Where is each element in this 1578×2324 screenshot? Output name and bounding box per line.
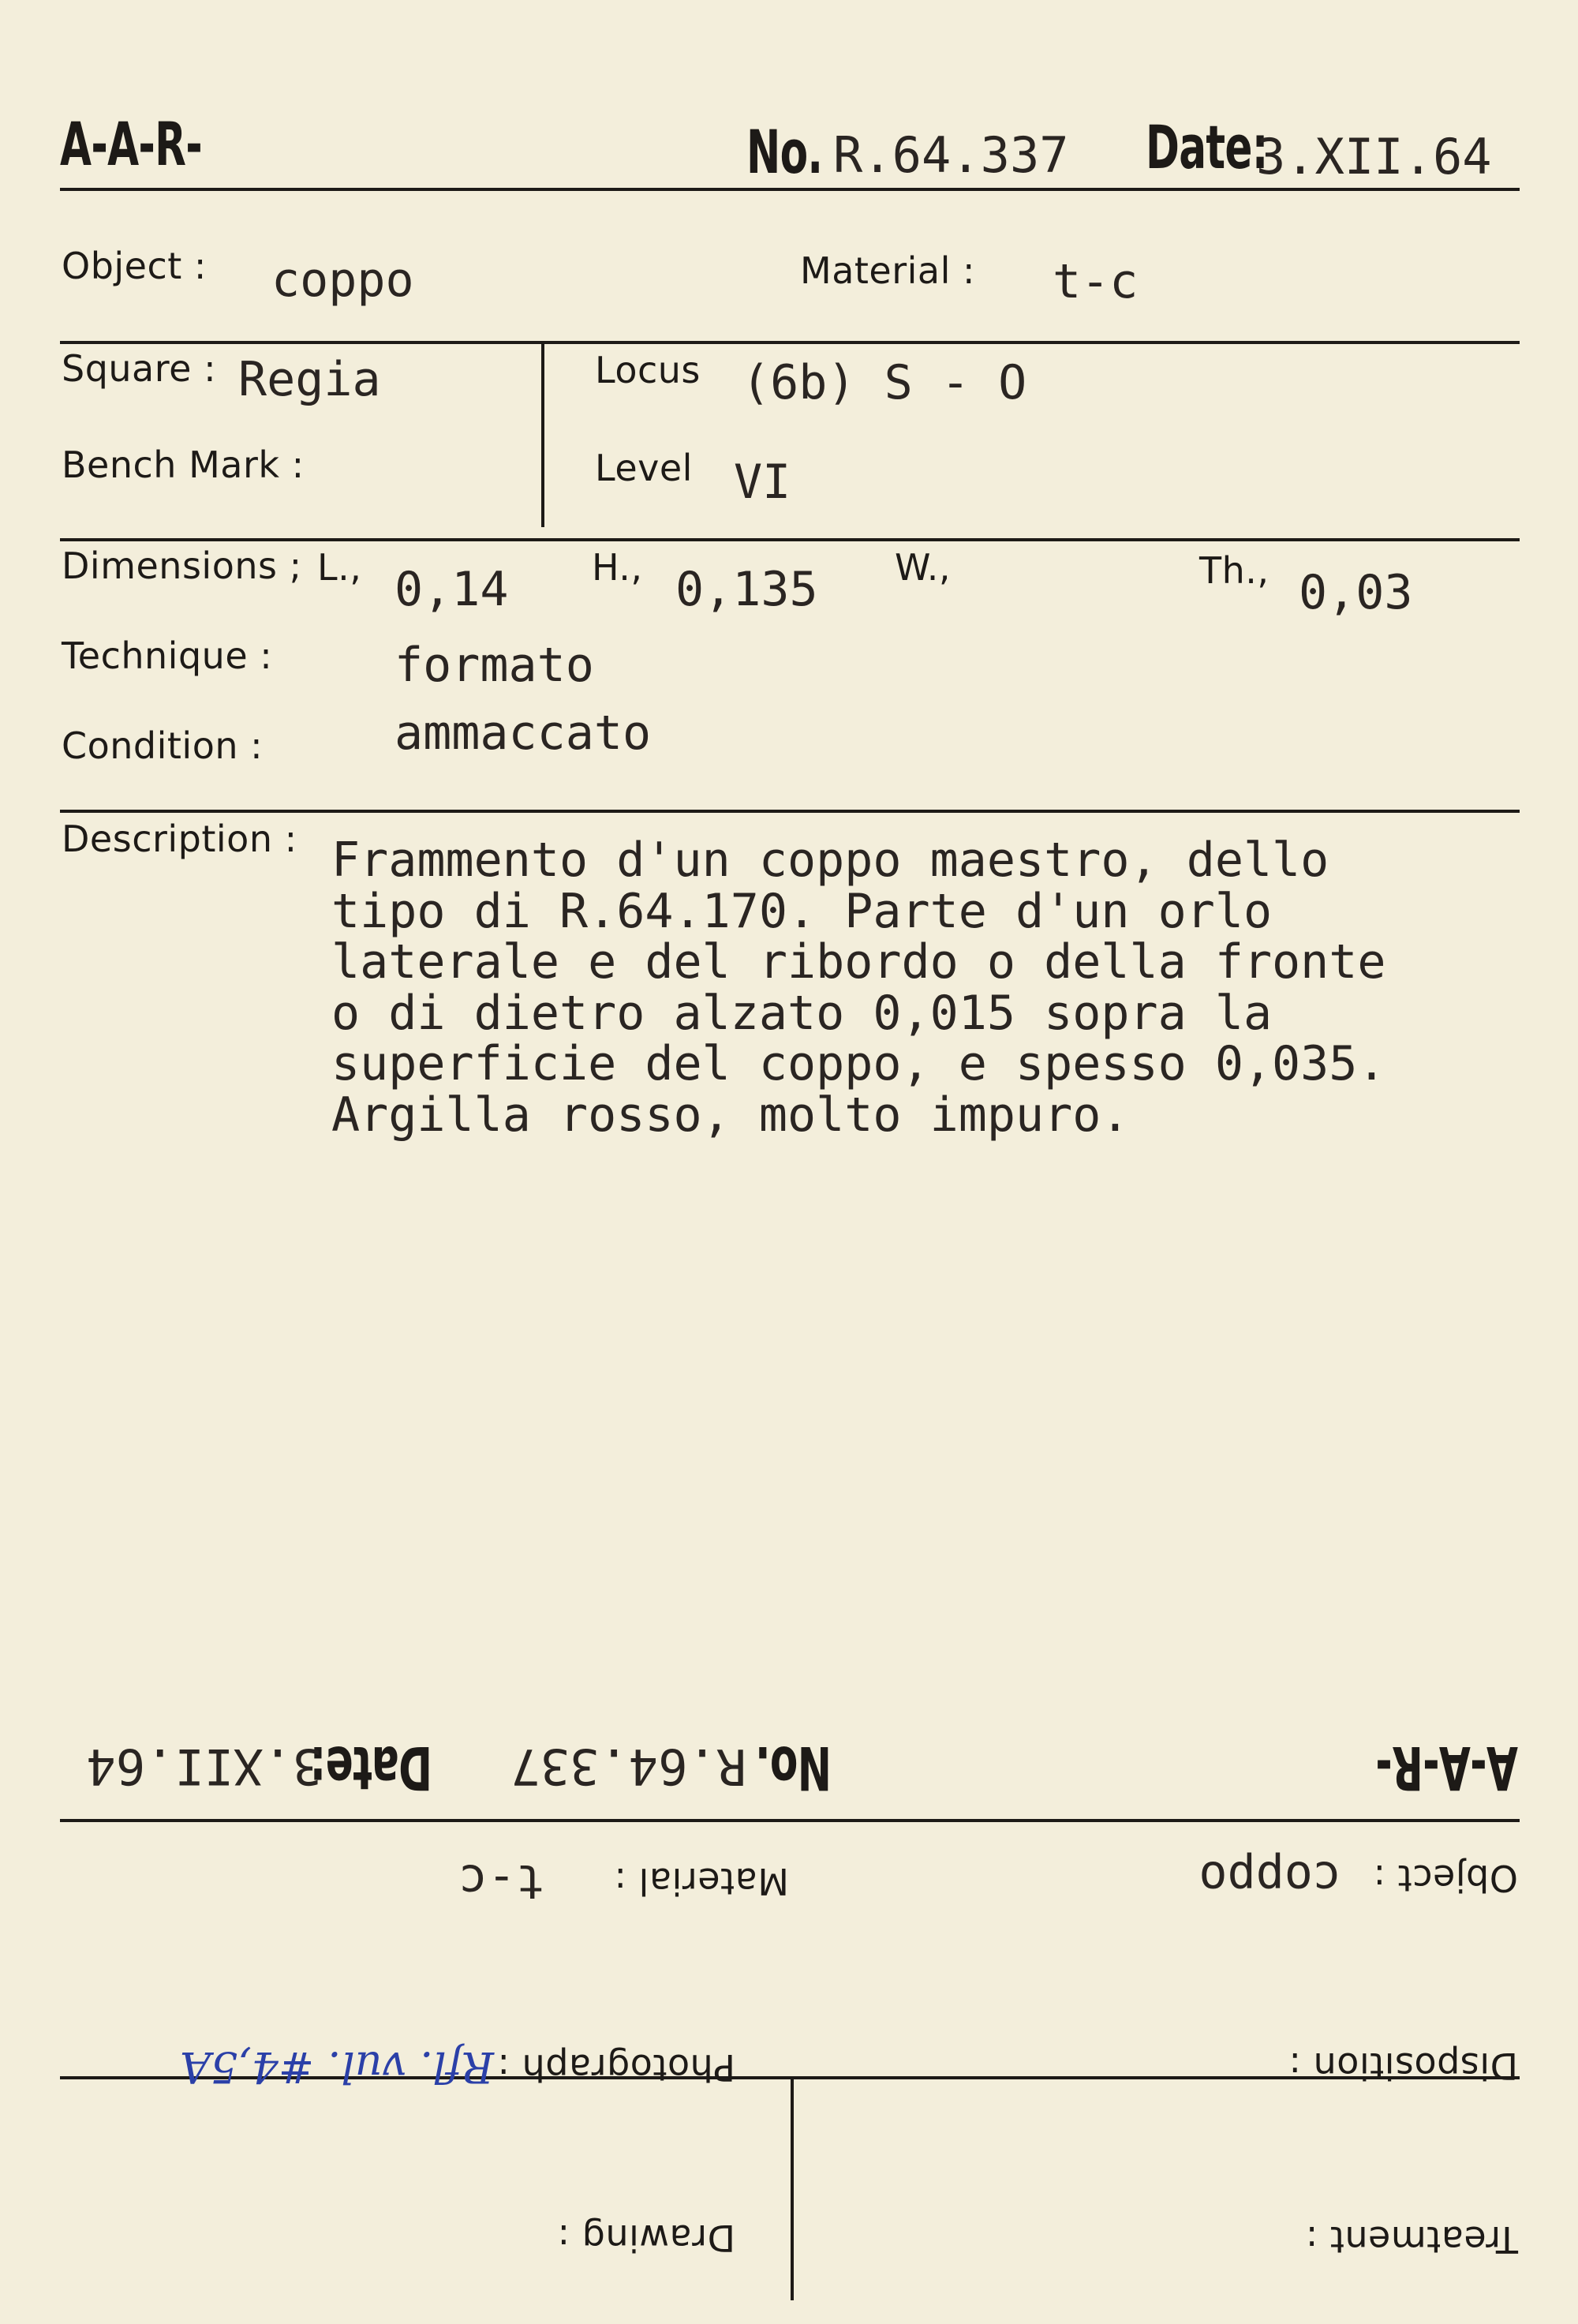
width-label: W., [895, 546, 951, 589]
footer-object-label: Object : [1373, 1857, 1518, 1899]
description-line: Frammento d'un coppo maestro, dello [331, 833, 1329, 888]
divider [60, 538, 1520, 541]
series-code: A-A-R- [60, 109, 203, 179]
footer-date-label: Date: [310, 1733, 432, 1803]
thickness-value: 0,03 [1299, 565, 1413, 620]
description-line: tipo di R.64.170. Parte d'un orlo [331, 883, 1273, 939]
level-value: VI [734, 455, 791, 510]
divider [60, 810, 1520, 813]
column-divider [791, 2076, 794, 2300]
locus-value: (6b) S - O [742, 355, 1027, 410]
footer-material-value: t-c [458, 1854, 544, 1909]
material-label: Material : [800, 249, 975, 292]
dimensions-label: Dimensions ; [62, 545, 302, 587]
technique-label: Technique : [62, 634, 273, 677]
height-label: H., [592, 546, 643, 589]
footer-object-value: coppo [1198, 1851, 1341, 1906]
condition-label: Condition : [62, 724, 264, 767]
description-line: o di dietro alzato 0,015 sopra la [331, 985, 1273, 1041]
thickness-label: Th., [1199, 549, 1270, 592]
footer-catalog-number: R.64.337 [510, 1738, 746, 1795]
photograph-label: Photograph : [497, 2046, 735, 2089]
description-label: Description : [62, 818, 297, 860]
footer-material-label: Material : [614, 1860, 789, 1903]
divider [60, 188, 1520, 191]
disposition-label: Disposition : [1288, 2045, 1518, 2087]
object-value: coppo [271, 253, 414, 308]
footer-number-label: No. [755, 1733, 832, 1803]
divider [60, 341, 1520, 344]
divider [60, 1819, 1520, 1822]
height-value: 0,135 [675, 562, 818, 617]
material-value: t-c [1053, 254, 1139, 309]
footer-catalog-date: 3.XII.64 [86, 1738, 322, 1795]
square-value: Regia [238, 352, 381, 407]
footer-series-code: A-A-R- [1375, 1733, 1518, 1803]
technique-value: formato [394, 638, 594, 693]
drawing-label: Drawing : [557, 2217, 735, 2259]
number-label: No. [746, 117, 823, 187]
description-line: laterale e del ribordo o della fronte [331, 934, 1386, 990]
photograph-reference: Rfl. vul. #4,5A [179, 2042, 494, 2092]
square-label: Square : [62, 347, 217, 390]
inverted-footer [0, 1689, 1578, 2324]
bench-mark-label: Bench Mark : [62, 443, 305, 486]
length-value: 0,14 [394, 562, 509, 617]
level-label: Level [595, 447, 693, 489]
description-line: Argilla rosso, molto impuro. [331, 1087, 1130, 1143]
catalog-date: 3.XII.64 [1256, 128, 1492, 185]
length-label: L., [317, 546, 362, 589]
locus-label: Locus [595, 349, 701, 391]
catalog-number: R.64.337 [833, 126, 1069, 184]
date-label: Date: [1146, 112, 1268, 182]
treatment-label: Treatment : [1305, 2218, 1518, 2261]
description-text [331, 833, 1562, 1143]
description-line: superficie del coppo, e spesso 0,035. [331, 1036, 1386, 1091]
object-label: Object : [62, 245, 207, 287]
column-divider [541, 342, 544, 527]
condition-value: ammaccato [394, 705, 652, 761]
